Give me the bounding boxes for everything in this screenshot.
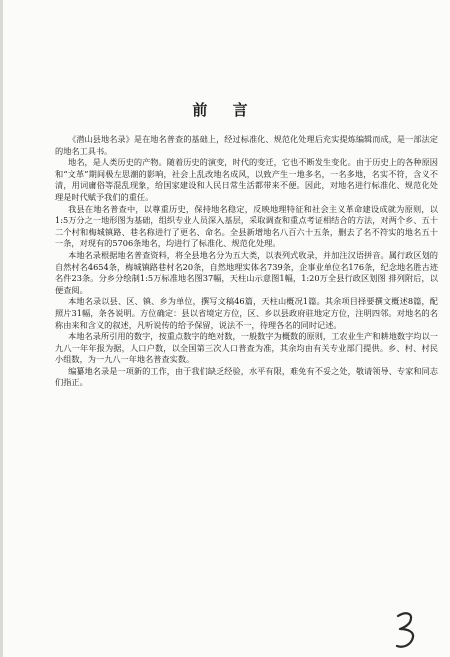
paragraph-census: 我县在地名普查中，以尊重历史，保持地名稳定，反映地理特征和社会主义革命建设成就为原则，以1:5万分之一地形图为基础，组织专业人员深入基层，采取调查和重点考证相结合的方法，对两个乡、五十二个村和梅城镇路、巷名称进行了更名、命名。全县新增地名八百六十五条，删去了名不符实的地名五十一条，对现有的5706条地名，均进行了标准化、规范化处理。: [55, 203, 438, 249]
paragraph-history: 地名，是人类历史的产物。随着历史的演变，时代的变迁，它也不断发生变化。由于历史上的各种原因和“文革”期间极左思潮的影响，社会上乱改地名成风，以致产生一地多名，一名多地，名实不符，含义不清，用词庸俗等混乱现象，给国家建设和人民日常生活都带来不便。因此，对地名进行标准化、规范化处理是时代赋予我们的重任。: [55, 157, 438, 202]
page-edge-shadow: [0, 0, 3, 657]
paragraph-contents: 本地名录根据地名普查资料，将全县地名分为五大类，以表列式收录，并加注汉语拼音。属行政区划的自然村名4654条，梅城镇路巷村名20条，自然地理实体名739条，企事业单位名176条，纪念地名胜古迹名件23条。分乡分绘制1:5万标准地名图37幅，天柱山示意图1幅，1:20万全县行政区划图 排列附后，以便查阅。: [55, 249, 438, 295]
handwritten-page-mark: [392, 610, 422, 650]
page-title: 前 言: [192, 101, 258, 119]
paragraph-intro: 《潜山县地名录》是在地名普查的基础上，经过标准化、规范化处理后充实提炼编辑而成，是一部法定的地名工具书。: [55, 134, 438, 156]
preface-body: [55, 134, 438, 389]
paragraph-structure: 本地名录以县、区、镇、乡为单位，撰写文稿46篇，天柱山概况1篇。其余项目择要撰文概述8篇，配照片31幅，条各说明。方位确定：县以省境定方位，区、乡以县政府驻地定方位，注明四邻。对地名的名称由来和含义的叙述，凡听说传的给予保留，说法不一，待理各名的同时记述。: [55, 296, 438, 330]
paragraph-closing: 编纂地名录是一项新的工作，由于我们缺乏经验，水平有限，难免有不妥之处，敬请领导、专家和同志们指正。: [55, 365, 438, 388]
paragraph-statistics: 本地名录所引用的数字，按重点数字的绝对数，一般数字为概数的原则，工农业生产和耕地数字均以一九八一年年报为据，人口户数，以全国第三次人口普查为准，其余均由有关专业部门提供。乡、村、村民小组数，为一九八一年地名普查实数。: [55, 331, 438, 365]
